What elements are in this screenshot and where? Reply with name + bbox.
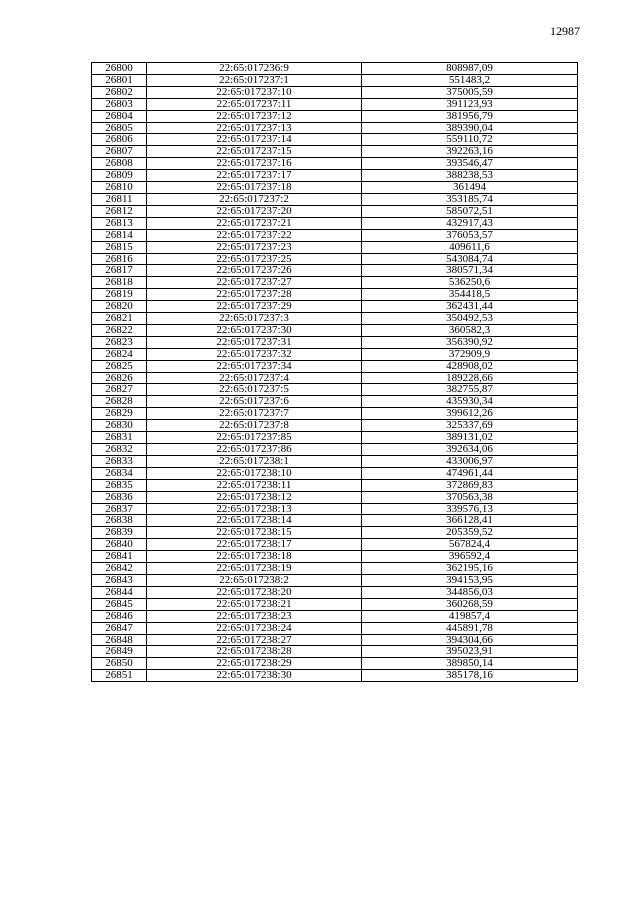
- cadastral-number-cell: 22:65:017238:20: [147, 586, 362, 598]
- value-cell: 382755,87: [362, 384, 578, 396]
- value-cell: 409611,6: [362, 241, 578, 253]
- table-row: [92, 586, 578, 598]
- table-row: [92, 313, 578, 325]
- table-row: [92, 503, 578, 515]
- row-number-cell: 26837: [92, 503, 147, 515]
- cadastral-number-cell: 22:65:017238:23: [147, 610, 362, 622]
- value-cell: 205359,52: [362, 527, 578, 539]
- table-row: [92, 384, 578, 396]
- value-cell: 360268,59: [362, 598, 578, 610]
- value-cell: 189228,66: [362, 372, 578, 384]
- table-row: [92, 205, 578, 217]
- cadastral-number-cell: 22:65:017238:19: [147, 563, 362, 575]
- value-cell: 399612,26: [362, 408, 578, 420]
- row-number-cell: 26831: [92, 432, 147, 444]
- cadastral-number-cell: 22:65:017238:11: [147, 479, 362, 491]
- row-number-cell: 26840: [92, 539, 147, 551]
- cadastral-number-cell: 22:65:017237:32: [147, 348, 362, 360]
- table-row: [92, 324, 578, 336]
- table-row: [92, 539, 578, 551]
- cadastral-number-cell: 22:65:017238:15: [147, 527, 362, 539]
- table-row: [92, 229, 578, 241]
- table-row: [92, 634, 578, 646]
- row-number-cell: 26847: [92, 622, 147, 634]
- table-body: [92, 63, 578, 682]
- row-number-cell: 26826: [92, 372, 147, 384]
- table-row: [92, 479, 578, 491]
- cadastral-number-cell: 22:65:017238:30: [147, 670, 362, 682]
- value-cell: 366128,41: [362, 515, 578, 527]
- value-cell: 375005,59: [362, 86, 578, 98]
- value-cell: 393546,47: [362, 158, 578, 170]
- value-cell: 543084,74: [362, 253, 578, 265]
- value-cell: 419857,4: [362, 610, 578, 622]
- row-number-cell: 26805: [92, 122, 147, 134]
- table-row: [92, 98, 578, 110]
- table-row: [92, 86, 578, 98]
- row-number-cell: 26832: [92, 444, 147, 456]
- row-number-cell: 26829: [92, 408, 147, 420]
- row-number-cell: 26827: [92, 384, 147, 396]
- value-cell: 380571,34: [362, 265, 578, 277]
- row-number-cell: 26845: [92, 598, 147, 610]
- table-row: [92, 527, 578, 539]
- row-number-cell: 26838: [92, 515, 147, 527]
- value-cell: 325337,69: [362, 420, 578, 432]
- value-cell: 353185,74: [362, 193, 578, 205]
- table-row: [92, 217, 578, 229]
- cadastral-number-cell: 22:65:017238:21: [147, 598, 362, 610]
- value-cell: 360582,3: [362, 324, 578, 336]
- table-row: [92, 444, 578, 456]
- table-row: [92, 122, 578, 134]
- row-number-cell: 26802: [92, 86, 147, 98]
- row-number-cell: 26810: [92, 182, 147, 194]
- cadastral-number-cell: 22:65:017238:27: [147, 634, 362, 646]
- row-number-cell: 26808: [92, 158, 147, 170]
- cadastral-number-cell: 22:65:017237:86: [147, 444, 362, 456]
- cadastral-number-cell: 22:65:017238:17: [147, 539, 362, 551]
- row-number-cell: 26806: [92, 134, 147, 146]
- row-number-cell: 26825: [92, 360, 147, 372]
- table-row: [92, 265, 578, 277]
- cadastral-number-cell: 22:65:017237:2: [147, 193, 362, 205]
- row-number-cell: 26801: [92, 74, 147, 86]
- cadastral-number-cell: 22:65:017237:17: [147, 170, 362, 182]
- table-row: [92, 396, 578, 408]
- row-number-cell: 26850: [92, 658, 147, 670]
- cadastral-number-cell: 22:65:017237:31: [147, 336, 362, 348]
- value-cell: 362431,44: [362, 301, 578, 313]
- value-cell: 428908,02: [362, 360, 578, 372]
- value-cell: 385178,16: [362, 670, 578, 682]
- value-cell: 585072,51: [362, 205, 578, 217]
- value-cell: 433006,97: [362, 455, 578, 467]
- row-number-cell: 26843: [92, 574, 147, 586]
- value-cell: 372869,83: [362, 479, 578, 491]
- value-cell: 389390,04: [362, 122, 578, 134]
- row-number-cell: 26815: [92, 241, 147, 253]
- row-number-cell: 26807: [92, 146, 147, 158]
- table-row: [92, 574, 578, 586]
- value-cell: 354418,5: [362, 289, 578, 301]
- value-cell: 435930,34: [362, 396, 578, 408]
- value-cell: 559110,72: [362, 134, 578, 146]
- cadastral-number-cell: 22:65:017238:13: [147, 503, 362, 515]
- value-cell: 551483,2: [362, 74, 578, 86]
- value-cell: 350492,53: [362, 313, 578, 325]
- value-cell: 808987,09: [362, 63, 578, 75]
- cadastral-number-cell: 22:65:017237:6: [147, 396, 362, 408]
- value-cell: 356390,92: [362, 336, 578, 348]
- cadastral-number-cell: 22:65:017237:16: [147, 158, 362, 170]
- value-cell: 394153,95: [362, 574, 578, 586]
- value-cell: 339576,13: [362, 503, 578, 515]
- row-number-cell: 26824: [92, 348, 147, 360]
- cadastral-number-cell: 22:65:017237:15: [147, 146, 362, 158]
- cadastral-number-cell: 22:65:017237:26: [147, 265, 362, 277]
- table-row: [92, 182, 578, 194]
- cadastral-number-cell: 22:65:017237:3: [147, 313, 362, 325]
- value-cell: 395023,91: [362, 646, 578, 658]
- row-number-cell: 26823: [92, 336, 147, 348]
- row-number-cell: 26800: [92, 63, 147, 75]
- cadastral-number-cell: 22:65:017237:22: [147, 229, 362, 241]
- cadastral-number-cell: 22:65:017237:29: [147, 301, 362, 313]
- row-number-cell: 26842: [92, 563, 147, 575]
- cadastral-number-cell: 22:65:017238:29: [147, 658, 362, 670]
- value-cell: 445891,78: [362, 622, 578, 634]
- table-row: [92, 408, 578, 420]
- value-cell: 392263,16: [362, 146, 578, 158]
- value-cell: 381956,79: [362, 110, 578, 122]
- row-number-cell: 26835: [92, 479, 147, 491]
- cadastral-number-cell: 22:65:017238:12: [147, 491, 362, 503]
- row-number-cell: 26822: [92, 324, 147, 336]
- value-cell: 391123,93: [362, 98, 578, 110]
- row-number-cell: 26833: [92, 455, 147, 467]
- table-row: [92, 455, 578, 467]
- cadastral-number-cell: 22:65:017237:85: [147, 432, 362, 444]
- table-row: [92, 360, 578, 372]
- value-cell: 396592,4: [362, 551, 578, 563]
- row-number-cell: 26809: [92, 170, 147, 182]
- row-number-cell: 26841: [92, 551, 147, 563]
- table-row: [92, 63, 578, 75]
- page-number: 12987: [550, 24, 580, 38]
- cadastral-number-cell: 22:65:017237:34: [147, 360, 362, 372]
- row-number-cell: 26828: [92, 396, 147, 408]
- cadastral-number-cell: 22:65:017237:20: [147, 205, 362, 217]
- row-number-cell: 26813: [92, 217, 147, 229]
- value-cell: 392634,06: [362, 444, 578, 456]
- cadastral-number-cell: 22:65:017237:27: [147, 277, 362, 289]
- table-row: [92, 670, 578, 682]
- row-number-cell: 26812: [92, 205, 147, 217]
- row-number-cell: 26821: [92, 313, 147, 325]
- table-row: [92, 348, 578, 360]
- value-cell: 361494: [362, 182, 578, 194]
- table-row: [92, 372, 578, 384]
- cadastral-number-cell: 22:65:017238:24: [147, 622, 362, 634]
- row-number-cell: 26804: [92, 110, 147, 122]
- cadastral-number-cell: 22:65:017237:25: [147, 253, 362, 265]
- cadastral-number-cell: 22:65:017237:12: [147, 110, 362, 122]
- row-number-cell: 26836: [92, 491, 147, 503]
- row-number-cell: 26839: [92, 527, 147, 539]
- cadastral-number-cell: 22:65:017238:2: [147, 574, 362, 586]
- table-row: [92, 432, 578, 444]
- row-number-cell: 26818: [92, 277, 147, 289]
- table-row: [92, 551, 578, 563]
- cadastral-number-cell: 22:65:017237:13: [147, 122, 362, 134]
- table-row: [92, 146, 578, 158]
- table-row: [92, 241, 578, 253]
- value-cell: 344856,03: [362, 586, 578, 598]
- cadastral-number-cell: 22:65:017236:9: [147, 63, 362, 75]
- table-row: [92, 110, 578, 122]
- row-number-cell: 26814: [92, 229, 147, 241]
- value-cell: 536250,6: [362, 277, 578, 289]
- table-row: [92, 563, 578, 575]
- row-number-cell: 26844: [92, 586, 147, 598]
- table-row: [92, 467, 578, 479]
- table-row: [92, 658, 578, 670]
- value-cell: 389850,14: [362, 658, 578, 670]
- row-number-cell: 26830: [92, 420, 147, 432]
- table-row: [92, 420, 578, 432]
- cadastral-number-cell: 22:65:017237:1: [147, 74, 362, 86]
- cadastral-number-cell: 22:65:017237:21: [147, 217, 362, 229]
- row-number-cell: 26817: [92, 265, 147, 277]
- cadastral-number-cell: 22:65:017237:14: [147, 134, 362, 146]
- cadastral-number-cell: 22:65:017237:23: [147, 241, 362, 253]
- cadastral-number-cell: 22:65:017237:18: [147, 182, 362, 194]
- table-row: [92, 134, 578, 146]
- value-cell: 388238,53: [362, 170, 578, 182]
- value-cell: 567824,4: [362, 539, 578, 551]
- row-number-cell: 26811: [92, 193, 147, 205]
- cadastral-number-cell: 22:65:017237:8: [147, 420, 362, 432]
- table-row: [92, 158, 578, 170]
- cadastral-number-cell: 22:65:017237:7: [147, 408, 362, 420]
- row-number-cell: 26816: [92, 253, 147, 265]
- row-number-cell: 26848: [92, 634, 147, 646]
- cadastral-number-cell: 22:65:017237:5: [147, 384, 362, 396]
- row-number-cell: 26820: [92, 301, 147, 313]
- table-row: [92, 170, 578, 182]
- table-row: [92, 277, 578, 289]
- value-cell: 376053,57: [362, 229, 578, 241]
- table-row: [92, 289, 578, 301]
- table-row: [92, 491, 578, 503]
- cadastral-number-cell: 22:65:017237:28: [147, 289, 362, 301]
- row-number-cell: 26834: [92, 467, 147, 479]
- row-number-cell: 26846: [92, 610, 147, 622]
- cadastral-number-cell: 22:65:017237:4: [147, 372, 362, 384]
- value-cell: 432917,43: [362, 217, 578, 229]
- cadastral-number-cell: 22:65:017238:1: [147, 455, 362, 467]
- cadastral-number-cell: 22:65:017238:28: [147, 646, 362, 658]
- table-row: [92, 646, 578, 658]
- table-row: [92, 515, 578, 527]
- table-row: [92, 598, 578, 610]
- table-row: [92, 301, 578, 313]
- cadastral-number-cell: 22:65:017237:11: [147, 98, 362, 110]
- value-cell: 362195,16: [362, 563, 578, 575]
- row-number-cell: 26803: [92, 98, 147, 110]
- table-row: [92, 74, 578, 86]
- value-cell: 474961,44: [362, 467, 578, 479]
- value-cell: 394304,66: [362, 634, 578, 646]
- row-number-cell: 26851: [92, 670, 147, 682]
- row-number-cell: 26819: [92, 289, 147, 301]
- value-cell: 389131,02: [362, 432, 578, 444]
- table-row: [92, 622, 578, 634]
- cadastral-number-cell: 22:65:017237:30: [147, 324, 362, 336]
- value-cell: 370563,38: [362, 491, 578, 503]
- row-number-cell: 26849: [92, 646, 147, 658]
- cadastral-number-cell: 22:65:017238:18: [147, 551, 362, 563]
- cadastral-number-cell: 22:65:017238:10: [147, 467, 362, 479]
- cadastral-table: [91, 62, 578, 682]
- cadastral-number-cell: 22:65:017238:14: [147, 515, 362, 527]
- table-row: [92, 336, 578, 348]
- cadastral-number-cell: 22:65:017237:10: [147, 86, 362, 98]
- table-row: [92, 253, 578, 265]
- table-row: [92, 193, 578, 205]
- table-row: [92, 610, 578, 622]
- value-cell: 372909,9: [362, 348, 578, 360]
